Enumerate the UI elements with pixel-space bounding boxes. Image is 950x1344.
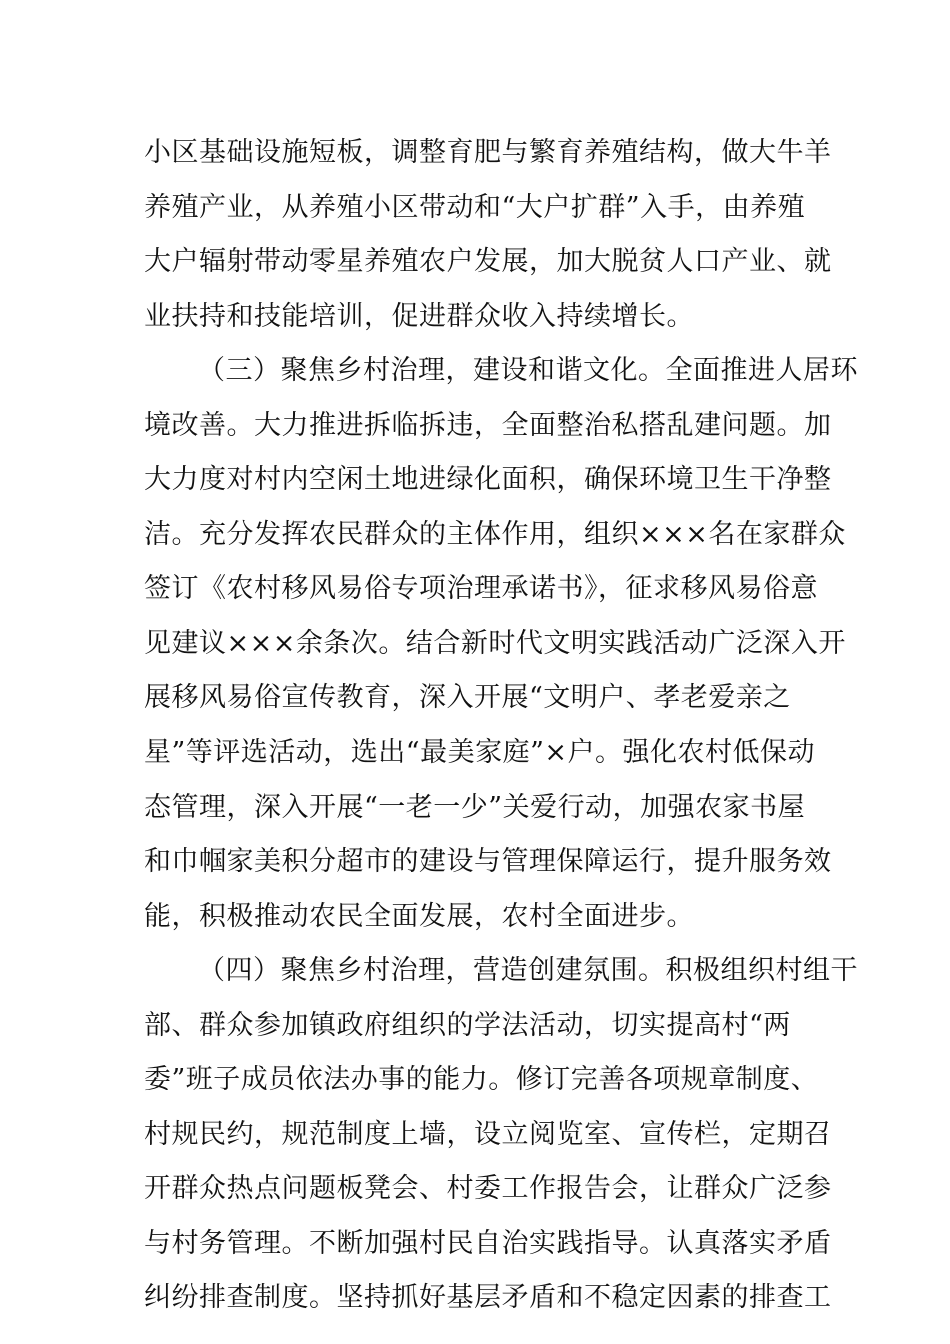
text-line: 业扶持和技能培训，促进群众收入持续增长。	[144, 300, 694, 332]
text-line: 大力度对村内空闲土地进绿化面积，确保环境卫生干净整	[144, 464, 832, 496]
text-line: 纠纷排查制度。坚持抓好基层矛盾和不稳定因素的排查工	[144, 1282, 832, 1314]
text-line: 与村务管理。不断加强村民自治实践指导。认真落实矛盾	[144, 1227, 832, 1259]
text-line: 态管理，深入开展“一老一少”关爱行动，加强农家书屋	[144, 791, 806, 823]
text-line: 展移风易俗宣传教育，深入开展“文明户、孝老爱亲之	[144, 682, 791, 714]
text-line: 委”班子成员依法办事的能力。修订完善各项规章制度、	[144, 1064, 819, 1096]
text-line: 签订《农村移风易俗专项治理承诺书》，征求移风易俗意	[144, 573, 818, 605]
section-three-heading-line: （三）聚焦乡村治理，建设和谐文化。全面推进人居环	[198, 355, 858, 387]
text-line: 大户辐射带动零星养殖农户发展，加大脱贫人口产业、就	[144, 246, 832, 278]
text-line: 洁。充分发挥农民群众的主体作用，组织×××名在家群众	[144, 518, 846, 550]
text-line: 见建议×××余条次。结合新时代文明实践活动广泛深入开	[144, 627, 846, 659]
text-line: 星”等评选活动，选出“最美家庭”×户。强化农村低保动	[144, 737, 816, 769]
document-body	[144, 126, 858, 1326]
text-line: 境改善。大力推进拆临拆违，全面整治私搭乱建问题。加	[144, 409, 832, 441]
text-line: 小区基础设施短板，调整育肥与繁育养殖结构，做大牛羊	[144, 137, 832, 168]
text-line: 能，积极推动农民全面发展，农村全面进步。	[144, 900, 694, 932]
text-line: 开群众热点问题板凳会、村委工作报告会，让群众广泛参	[144, 1173, 832, 1205]
text-line: 和巾帼家美积分超市的建设与管理保障运行，提升服务效	[144, 846, 832, 878]
section-four-heading-line: （四）聚焦乡村治理，营造创建氛围。积极组织村组干	[198, 955, 858, 987]
text-line: 村规民约，规范制度上墙，设立阅览室、宣传栏，定期召	[144, 1118, 832, 1150]
text-line: 养殖产业，从养殖小区带动和“大户扩群”入手，由养殖	[144, 191, 806, 223]
text-line: 部、群众参加镇政府组织的学法活动，切实提高村“两	[144, 1009, 791, 1041]
